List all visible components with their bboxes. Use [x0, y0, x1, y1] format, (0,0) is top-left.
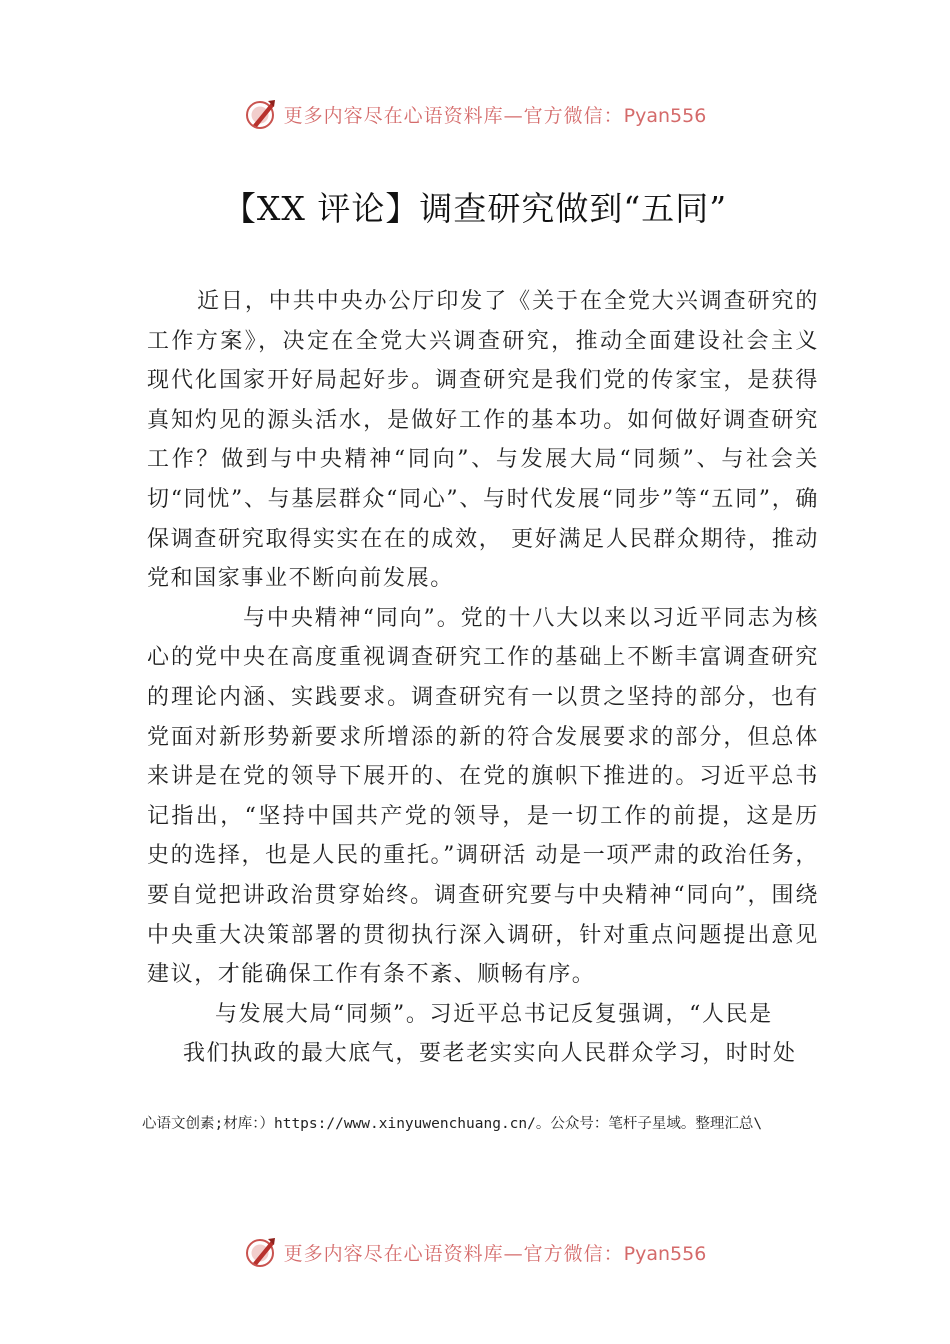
article-title: 【XX 评论】调查研究做到“五同” — [222, 189, 728, 228]
wechat-id: Pyan556 — [623, 104, 707, 127]
footer-banner — [0, 1232, 950, 1272]
paragraph-3-line-2: 我们执政的最大底气，要老老实实向人民群众学习，时时处 — [183, 1041, 797, 1067]
banner-text: 更多内容尽在心语资料库—官方微信：Pyan556 — [283, 1242, 707, 1265]
header-banner — [0, 94, 950, 134]
source-footer: 心语文创素;材库：）https://www.xinyuwenchuang.cn/。公众号：笔杆子星域。整理汇总\ — [142, 1116, 763, 1132]
paragraph-3-line-1: 与发展大局“同频”。习近平总书记反复强调，“人民是 — [215, 1001, 773, 1027]
wechat-id: Pyan556 — [623, 1242, 707, 1265]
paragraph-3 — [147, 995, 819, 1074]
paragraph-1: 近日，中共中央办公厅印发了《关于在全党大兴调查研究的工作方案》，决定在全党大兴调查研究，推动全面建设社会主义现代化国家开好局起好步。调查研究是我们党的传家宝，是获得真知灼见的源头活水，是做好工作的基本功。如何做好调查研究工作？做到与中央精神“同向”、与发展大局“同频”、与社会关切“同忧”、与基层群众“同心”、与时代发展“同步”等“五同”，确保调查研究取得实实在在的成效， 更好满足人民群众期待，推动党和国家事业不断向前发展。 — [147, 289, 819, 592]
red-quill-seal-icon — [244, 1235, 278, 1269]
banner-text: 更多内容尽在心语资料库—官方微信：Pyan556 — [283, 104, 707, 127]
article-body — [147, 282, 819, 1074]
paragraph-2: 与中央精神“同向”。党的十八大以来以习近平同志为核心的党中央在高度重视调查研究工作的基础上不断丰富调查研究的理论内涵、实践要求。调查研究有一以贯之坚持的部分，也有党面对新形势新要求所增添的新的符合发展要求的部分，但总体来讲是在党的领导下展开的、在党的旗帜下推进的。习近平总书记指出，“坚持中国共产党的领导，是一切工作的前提，这是历史的选择，也是人民的重托。”调研活 动是一项严肃的政治任务，要自觉把讲政治贯穿始终。调查研究要与中央精神“同向”，围绕中央重大决策部署的贯彻执行深入调研，针对重点问题提出意见建议，才能确保工作有条不紊、顺畅有序。 — [147, 605, 819, 988]
red-quill-seal-icon — [244, 97, 278, 131]
